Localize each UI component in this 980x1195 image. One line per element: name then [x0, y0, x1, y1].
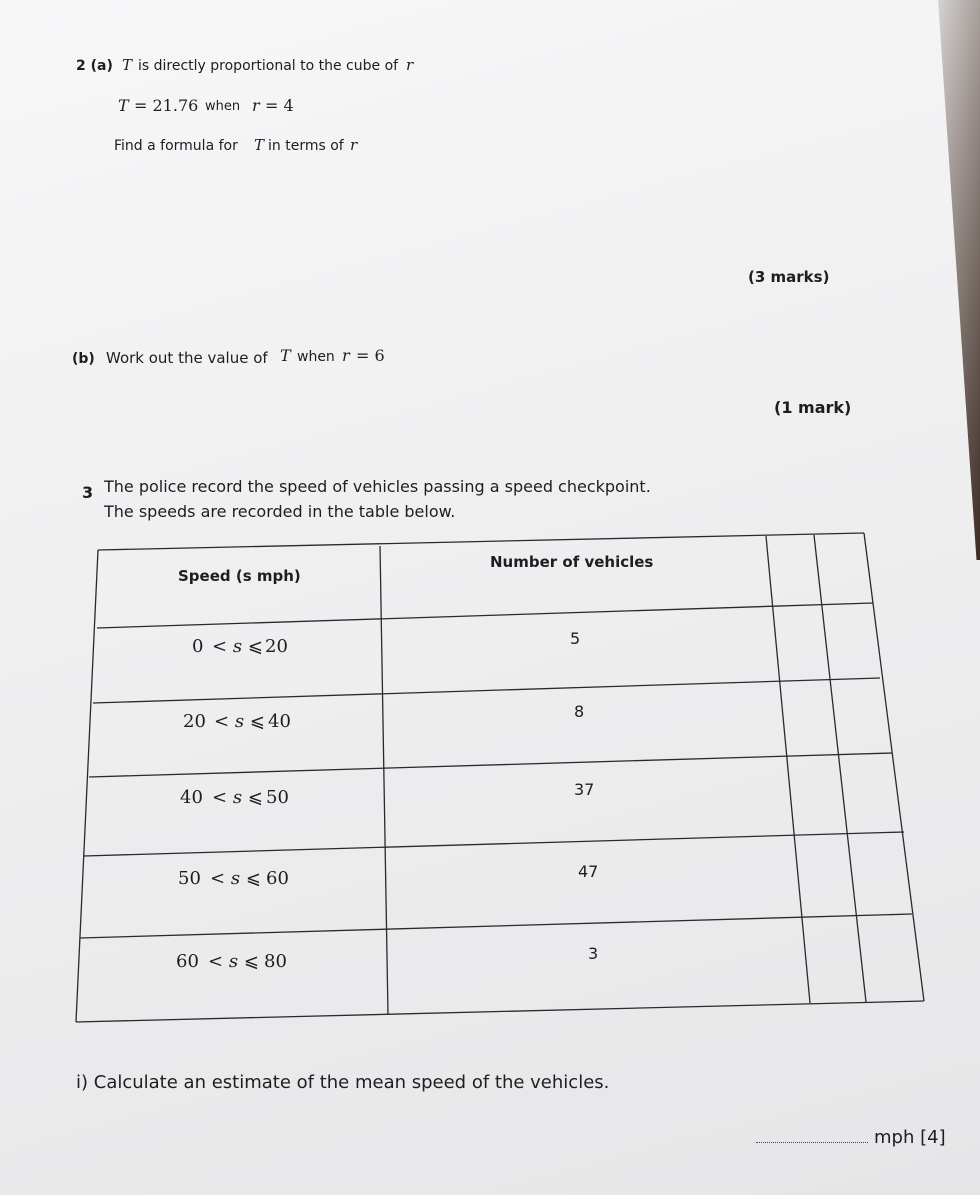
vehicle-count: 47	[578, 862, 599, 881]
q2a-instr-T: T	[254, 136, 265, 154]
answer-line[interactable]	[756, 1127, 946, 1148]
table-header-speed: Speed (s mph)	[178, 567, 301, 585]
interval-symbols: < s ⩽	[210, 868, 261, 889]
q2a-marks: (3 marks)	[748, 268, 830, 286]
q2b-when: when	[297, 349, 335, 365]
q2b-r-value: = 6	[356, 346, 385, 365]
q2a-statement: is directly proportional to the cube of	[138, 58, 399, 74]
interval-upper: 60	[266, 868, 289, 889]
vehicle-count: 3	[588, 944, 599, 963]
q2a-given-r: r	[252, 96, 260, 115]
q2a-given-value: = 21.76	[134, 96, 199, 115]
interval-lower: 50	[178, 868, 201, 889]
interval-symbols: < s ⩽	[214, 711, 265, 732]
q2b-text: Work out the value of	[106, 349, 268, 367]
interval-upper: 50	[266, 787, 289, 808]
interval-symbols: < s ⩽	[212, 787, 263, 808]
interval-lower: 0	[192, 636, 204, 657]
table-header-count: Number of vehicles	[490, 553, 654, 571]
answer-unit: mph [4]	[874, 1127, 946, 1148]
q3-line1: The police record the speed of vehicles passing a speed checkpoint.	[104, 477, 651, 496]
interval-lower: 60	[176, 951, 199, 972]
q2a-var-T: T	[122, 56, 133, 74]
q2a-given-when: when	[205, 99, 241, 114]
vehicle-count: 5	[570, 629, 581, 648]
q2a-instr-r: r	[350, 136, 358, 154]
q3-part-i: i) Calculate an estimate of the mean speed of the vehicles.	[76, 1072, 610, 1093]
q2a-instr-mid: in terms of	[268, 138, 344, 154]
q2a-number: 2 (a)	[76, 58, 113, 74]
q2b-var-T: T	[280, 346, 291, 365]
q2a-given-r-value: = 4	[265, 96, 294, 115]
q3-number: 3	[82, 483, 94, 502]
q2b-var-r: r	[342, 346, 350, 365]
interval-lower: 20	[183, 711, 206, 732]
vehicle-count: 37	[574, 780, 595, 799]
q2b-label: (b)	[72, 351, 95, 367]
vehicle-count: 8	[574, 702, 585, 721]
answer-blank[interactable]	[756, 1142, 868, 1143]
interval-symbols: < s ⩽	[208, 951, 259, 972]
interval-upper: 40	[268, 711, 291, 732]
interval-symbols: < s ⩽	[212, 636, 263, 657]
interval-upper: 20	[265, 636, 288, 657]
q2a-var-r: r	[406, 56, 414, 74]
interval-lower: 40	[180, 787, 203, 808]
q3-line2: The speeds are recorded in the table below.	[104, 502, 456, 521]
q2b-marks: (1 mark)	[774, 398, 852, 417]
q2a-instruction: Find a formula for	[114, 138, 238, 154]
q2a-given-T: T	[118, 96, 129, 115]
interval-upper: 80	[264, 951, 287, 972]
